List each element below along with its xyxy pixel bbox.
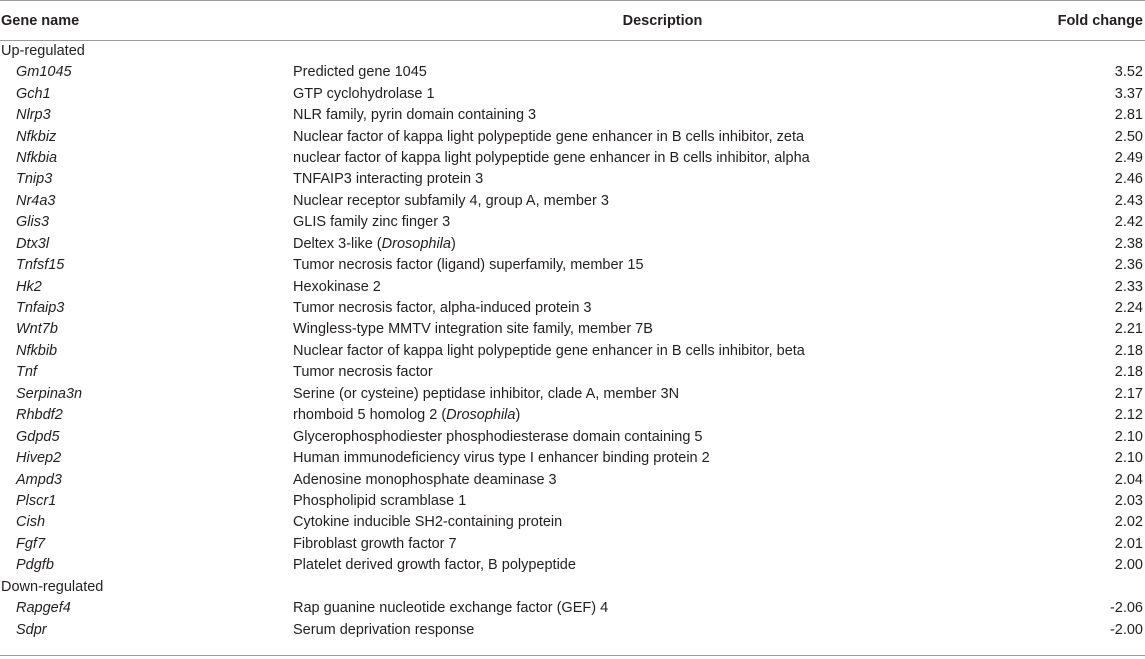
fold-change-cell: 2.10 <box>1114 450 1143 467</box>
description-cell <box>290 234 1035 255</box>
gene-name-cell: Nfkbiz <box>16 128 57 145</box>
fold-change-cell: 2.33 <box>1114 278 1143 295</box>
fold-change-cell: 2.12 <box>1114 407 1143 424</box>
gene-name-cell: Gch1 <box>16 85 51 102</box>
gene-name-cell: Nfkbia <box>16 149 58 166</box>
description-cell: Nuclear factor of kappa light polypeptide gene enhancer in B cells inhibitor, zeta <box>293 128 805 145</box>
table-row <box>0 255 1145 276</box>
table-header-row <box>0 1 1145 41</box>
table-row <box>0 62 1145 83</box>
gene-name-cell: Sdpr <box>16 621 47 638</box>
table-row <box>0 362 1145 383</box>
fold-change-cell: 2.17 <box>1114 385 1143 402</box>
fold-change-cell: 2.50 <box>1114 128 1143 145</box>
table-row <box>0 191 1145 212</box>
description-cell: Adenosine monophosphate deaminase 3 <box>293 471 557 488</box>
fold-change-cell: 2.02 <box>1114 514 1143 531</box>
description-cell: Glycerophosphodiester phosphodiesterase domain containing 5 <box>293 428 703 445</box>
group-header-row <box>0 577 1145 598</box>
table-row <box>0 169 1145 190</box>
description-cell: Nuclear receptor subfamily 4, group A, member 3 <box>293 192 609 209</box>
fold-change-cell: 2.10 <box>1114 428 1143 445</box>
gene-name-cell: Nlrp3 <box>16 107 51 124</box>
gene-name-cell: Tnip3 <box>16 171 53 188</box>
header-description: Description <box>622 12 703 29</box>
table-row <box>0 341 1145 362</box>
table-row <box>0 426 1145 447</box>
table-row <box>0 448 1145 469</box>
gene-name-cell: Tnfsf15 <box>16 257 65 274</box>
gene-name-cell: Cish <box>16 514 46 531</box>
description-cell: Human immunodeficiency virus type I enhancer binding protein 2 <box>293 450 710 467</box>
gene-name-cell: Tnf <box>16 364 37 381</box>
fold-change-cell: 2.01 <box>1114 535 1143 552</box>
table-row <box>0 83 1145 104</box>
fold-change-cell: 2.43 <box>1114 192 1143 209</box>
description-cell: Fibroblast growth factor 7 <box>293 535 457 552</box>
gene-name-cell: Rhbdf2 <box>16 407 63 424</box>
description-text: Deltex 3-like ( <box>293 235 382 252</box>
description-cell <box>290 405 1035 426</box>
description-cell: NLR family, pyrin domain containing 3 <box>293 107 537 124</box>
description-cell: nuclear factor of kappa light polypeptide gene enhancer in B cells inhibitor, alpha <box>293 149 810 166</box>
gene-name-cell: Fgf7 <box>16 535 46 552</box>
gene-name-cell: Plscr1 <box>16 492 57 509</box>
table-row <box>0 555 1145 576</box>
table-row <box>0 234 1145 255</box>
description-cell: Tumor necrosis factor <box>293 364 433 381</box>
fold-change-cell: 2.18 <box>1114 364 1143 381</box>
fold-change-cell: 3.37 <box>1114 85 1143 102</box>
gene-name-cell: Serpina3n <box>16 385 83 402</box>
gene-name-cell: Hk2 <box>16 278 42 295</box>
fold-change-cell: -2.00 <box>1109 621 1143 638</box>
gene-name-cell: Pdgfb <box>16 557 54 574</box>
header-gene-name: Gene name <box>1 12 80 29</box>
table-row <box>0 298 1145 319</box>
fold-change-cell: 2.21 <box>1114 321 1143 338</box>
table-row <box>0 384 1145 405</box>
fold-change-cell: 2.24 <box>1114 300 1143 317</box>
table-row <box>0 319 1145 340</box>
group-label: Down-regulated <box>1 578 104 595</box>
gene-name-cell: Hivep2 <box>16 450 62 467</box>
table-row <box>0 105 1145 126</box>
gene-name-cell: Dtx3l <box>16 235 50 252</box>
table-row <box>0 276 1145 297</box>
table-row <box>0 491 1145 512</box>
description-cell: Hexokinase 2 <box>293 278 381 295</box>
fold-change-cell: 2.00 <box>1114 557 1143 574</box>
description-cell: TNFAIP3 interacting protein 3 <box>293 171 484 188</box>
description-cell: Predicted gene 1045 <box>293 64 427 81</box>
gene-name-cell: Gm1045 <box>16 64 72 81</box>
description-cell: Serine (or cysteine) peptidase inhibitor, clade A, member 3N <box>293 385 680 402</box>
table-row <box>0 598 1145 619</box>
genus-name: Drosophila <box>381 235 451 252</box>
fold-change-cell: 3.52 <box>1114 64 1143 81</box>
gene-name-cell: Rapgef4 <box>16 600 71 617</box>
description-cell: GLIS family zinc finger 3 <box>293 214 451 231</box>
group-header-row <box>0 41 1145 63</box>
gene-name-cell: Glis3 <box>16 214 50 231</box>
table-row <box>0 126 1145 147</box>
table-bottom-rule <box>0 655 1145 656</box>
fold-change-cell: 2.36 <box>1114 257 1143 274</box>
table-body <box>0 41 1145 641</box>
description-cell: Rap guanine nucleotide exchange factor (GEF) 4 <box>293 600 609 617</box>
gene-name-cell: Wnt7b <box>16 321 58 338</box>
description-cell: GTP cyclohydrolase 1 <box>293 85 435 102</box>
description-cell: Phospholipid scramblase 1 <box>293 492 467 509</box>
fold-change-cell: 2.81 <box>1114 107 1143 124</box>
header-fold-change: Fold change <box>1057 12 1143 29</box>
fold-change-cell: 2.03 <box>1114 492 1143 509</box>
description-cell: Cytokine inducible SH2-containing protein <box>293 514 563 531</box>
table-row <box>0 534 1145 555</box>
fold-change-cell: 2.18 <box>1114 342 1143 359</box>
description-cell: Nuclear factor of kappa light polypeptide gene enhancer in B cells inhibitor, beta <box>293 342 805 359</box>
fold-change-cell: -2.06 <box>1109 600 1143 617</box>
gene-name-cell: Ampd3 <box>16 471 62 488</box>
gene-name-cell: Tnfaip3 <box>16 300 65 317</box>
fold-change-cell: 2.46 <box>1114 171 1143 188</box>
table-row <box>0 512 1145 533</box>
table-row <box>0 148 1145 169</box>
fold-change-cell: 2.42 <box>1114 214 1143 231</box>
group-label: Up-regulated <box>1 43 85 59</box>
description-cell: Wingless-type MMTV integration site family, member 7B <box>293 321 653 338</box>
genus-name: Drosophila <box>446 407 516 424</box>
table-row <box>0 469 1145 490</box>
gene-name-cell: Gdpd5 <box>16 428 60 445</box>
fold-change-cell: 2.04 <box>1114 471 1143 488</box>
table-row <box>0 619 1145 640</box>
description-text: rhomboid 5 homolog 2 ( <box>293 407 447 424</box>
table-row <box>0 405 1145 426</box>
gene-name-cell: Nfkbib <box>16 342 58 359</box>
fold-change-cell: 2.49 <box>1114 149 1143 166</box>
description-text: ) <box>450 235 456 252</box>
description-cell: Tumor necrosis factor (ligand) superfamily, member 15 <box>293 257 644 274</box>
fold-change-cell: 2.38 <box>1114 235 1143 252</box>
gene-name-cell: Nr4a3 <box>16 192 56 209</box>
description-cell: Serum deprivation response <box>293 621 475 638</box>
description-cell: Platelet derived growth factor, B polypeptide <box>293 557 576 574</box>
description-text: ) <box>515 407 521 424</box>
table-row <box>0 212 1145 233</box>
description-cell: Tumor necrosis factor, alpha-induced protein 3 <box>293 300 592 317</box>
